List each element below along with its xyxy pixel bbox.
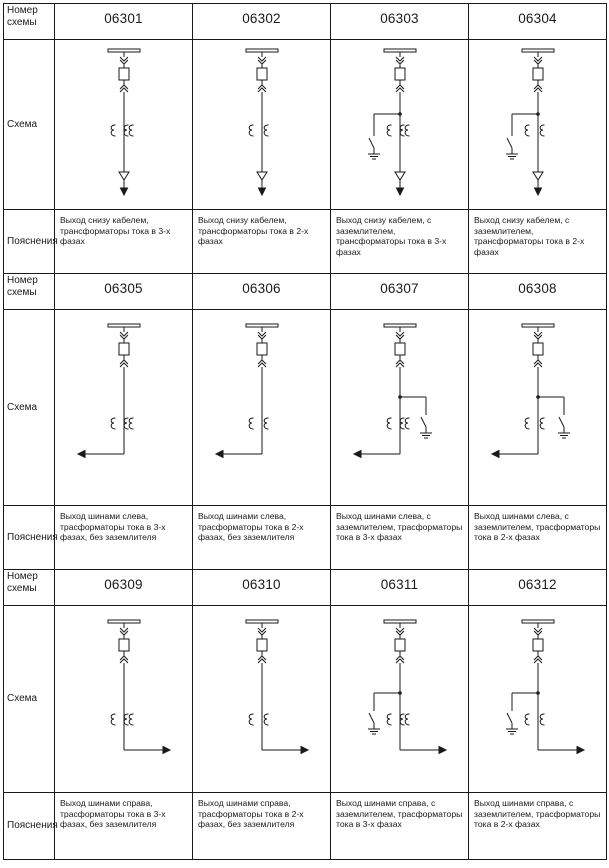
current-transformer-coil bbox=[525, 418, 529, 429]
current-transformer-coil bbox=[129, 125, 133, 136]
earthing-switch-blade bbox=[369, 713, 374, 723]
circuit-breaker-icon bbox=[533, 68, 543, 80]
cable-termination-icon bbox=[119, 172, 129, 180]
disconnect-contact-icon bbox=[258, 628, 266, 632]
current-transformer-coil bbox=[264, 125, 268, 136]
scheme-code: 06304 bbox=[469, 4, 607, 40]
current-transformer-coil bbox=[400, 714, 404, 725]
single-line-diagram bbox=[469, 310, 607, 505]
scheme-table bbox=[3, 3, 607, 860]
disconnect-contact-icon bbox=[258, 332, 266, 336]
notes-row bbox=[4, 793, 607, 860]
arrow-right-icon bbox=[163, 747, 170, 754]
scheme-note: Выход снизу кабелем, с заземлителем, трансформаторы тока в 2-х фазах bbox=[469, 210, 607, 274]
current-transformer-coil bbox=[249, 418, 253, 429]
disconnect-contact-icon bbox=[534, 57, 542, 61]
scheme-code: 06302 bbox=[193, 4, 331, 40]
cable-termination-icon bbox=[395, 172, 405, 180]
current-transformer-coil bbox=[387, 418, 391, 429]
notes-row bbox=[4, 506, 607, 570]
row-label-scheme: Схема bbox=[4, 40, 55, 210]
scheme-note: Выход шинами справа, трасформаторы тока в 2-х фазах, без заземлителя bbox=[193, 793, 331, 860]
current-transformer-coil bbox=[264, 714, 268, 725]
disconnect-contact-icon bbox=[396, 628, 404, 632]
disconnect-contact-icon bbox=[534, 628, 542, 632]
schema-row bbox=[4, 606, 607, 793]
cable-termination-icon bbox=[533, 172, 543, 180]
busbar bbox=[246, 324, 278, 327]
single-line-diagram bbox=[469, 606, 607, 792]
current-transformer-coil bbox=[525, 125, 529, 136]
current-transformer-coil bbox=[405, 125, 409, 136]
current-transformer-coil bbox=[264, 418, 268, 429]
current-transformer-coil bbox=[111, 125, 115, 136]
scheme-note: Выход снизу кабелем, трансформаторы тока в 3-х фазах bbox=[55, 210, 193, 274]
scheme-note: Выход снизу кабелем, с заземлителем, трансформаторы тока в 3-х фазах bbox=[331, 210, 469, 274]
current-transformer-coil bbox=[400, 125, 404, 136]
schema-diagram bbox=[331, 40, 469, 210]
single-line-diagram bbox=[469, 40, 607, 209]
arrow-down-icon bbox=[259, 188, 266, 195]
disconnect-contact-icon bbox=[120, 363, 128, 367]
earthing-switch-blade bbox=[421, 417, 426, 427]
scheme-note: Выход шинами справа, с заземлителем, трасформаторы тока в 3-х фазах bbox=[331, 793, 469, 860]
scheme-note: Выход шинами слева, трасформаторы тока в 3-х фазах, без заземлителя bbox=[55, 506, 193, 570]
scheme-code: 06310 bbox=[193, 570, 331, 606]
schema-diagram bbox=[55, 40, 193, 210]
single-line-diagram bbox=[55, 310, 193, 505]
schema-diagram bbox=[469, 40, 607, 210]
arrow-down-icon bbox=[397, 188, 404, 195]
current-transformer-coil bbox=[387, 125, 391, 136]
arrow-left-icon bbox=[492, 451, 499, 458]
row-label-notes: Пояснения bbox=[4, 210, 55, 274]
current-transformer-coil bbox=[249, 125, 253, 136]
arrow-down-icon bbox=[121, 188, 128, 195]
scheme-code: 06305 bbox=[55, 274, 193, 310]
arrow-left-icon bbox=[78, 451, 85, 458]
current-transformer-coil bbox=[111, 714, 115, 725]
scheme-note: Выход шинами слева, с заземлителем, трасформаторы тока в 2-х фазах bbox=[469, 506, 607, 570]
row-label-scheme: Схема bbox=[4, 310, 55, 506]
scheme-code: 06303 bbox=[331, 4, 469, 40]
arrow-left-icon bbox=[354, 451, 361, 458]
schema-diagram bbox=[55, 606, 193, 793]
busbar bbox=[522, 324, 554, 327]
arrow-down-icon bbox=[535, 188, 542, 195]
scheme-note: Выход шинами слева, трасформаторы тока в 2-х фазах, без заземлителя bbox=[193, 506, 331, 570]
schema-diagram bbox=[331, 606, 469, 793]
circuit-breaker-icon bbox=[257, 68, 267, 80]
schema-row bbox=[4, 310, 607, 506]
busbar bbox=[522, 620, 554, 623]
current-transformer-coil bbox=[540, 714, 544, 725]
current-transformer-coil bbox=[249, 714, 253, 725]
current-transformer-coil bbox=[405, 418, 409, 429]
current-transformer-coil bbox=[111, 418, 115, 429]
schema-diagram bbox=[55, 310, 193, 506]
disconnect-contact-icon bbox=[120, 628, 128, 632]
circuit-breaker-icon bbox=[395, 343, 405, 355]
busbar bbox=[246, 620, 278, 623]
single-line-diagram bbox=[193, 310, 331, 505]
circuit-breaker-icon bbox=[119, 68, 129, 80]
disconnect-contact-icon bbox=[120, 88, 128, 92]
current-transformer-coil bbox=[540, 125, 544, 136]
cable-termination-icon bbox=[257, 172, 267, 180]
earthing-switch-blade bbox=[369, 138, 374, 148]
earthing-switch-blade bbox=[559, 417, 564, 427]
single-line-diagram bbox=[331, 40, 469, 209]
schema-diagram bbox=[193, 310, 331, 506]
notes-row bbox=[4, 210, 607, 274]
single-line-diagram bbox=[193, 606, 331, 792]
busbar bbox=[108, 620, 140, 623]
single-line-diagram bbox=[193, 40, 331, 209]
circuit-breaker-icon bbox=[119, 639, 129, 651]
schema-diagram bbox=[193, 606, 331, 793]
disconnect-contact-icon bbox=[258, 363, 266, 367]
arrow-right-icon bbox=[577, 747, 584, 754]
single-line-diagram bbox=[55, 606, 193, 792]
disconnect-contact-icon bbox=[258, 57, 266, 61]
disconnect-contact-icon bbox=[396, 57, 404, 61]
schema-row bbox=[4, 40, 607, 210]
disconnect-contact-icon bbox=[396, 363, 404, 367]
circuit-breaker-icon bbox=[533, 639, 543, 651]
busbar bbox=[384, 324, 416, 327]
circuit-breaker-icon bbox=[395, 68, 405, 80]
earthing-switch-blade bbox=[507, 138, 512, 148]
earthing-switch-blade bbox=[507, 713, 512, 723]
scheme-note: Выход шинами справа, трасформаторы тока в 3-х фазах, без заземлителя bbox=[55, 793, 193, 860]
row-label-number: Номер схемы bbox=[4, 570, 55, 606]
current-transformer-coil bbox=[124, 418, 128, 429]
circuit-breaker-icon bbox=[257, 639, 267, 651]
busbar bbox=[108, 49, 140, 52]
scheme-code: 06307 bbox=[331, 274, 469, 310]
disconnect-contact-icon bbox=[534, 659, 542, 663]
schema-diagram bbox=[469, 310, 607, 506]
schema-diagram bbox=[331, 310, 469, 506]
number-row bbox=[4, 274, 607, 310]
scheme-code: 06311 bbox=[331, 570, 469, 606]
single-line-diagram bbox=[55, 40, 193, 209]
current-transformer-coil bbox=[129, 714, 133, 725]
scheme-code: 06301 bbox=[55, 4, 193, 40]
single-line-diagram bbox=[331, 606, 469, 792]
current-transformer-coil bbox=[387, 714, 391, 725]
row-label-scheme: Схема bbox=[4, 606, 55, 793]
disconnect-contact-icon bbox=[396, 332, 404, 336]
schema-diagram bbox=[193, 40, 331, 210]
circuit-breaker-icon bbox=[119, 343, 129, 355]
circuit-breaker-icon bbox=[257, 343, 267, 355]
disconnect-contact-icon bbox=[396, 88, 404, 92]
scheme-note: Выход снизу кабелем, трансформаторы тока в 2-х фазах bbox=[193, 210, 331, 274]
row-label-notes: Пояснения bbox=[4, 793, 55, 860]
disconnect-contact-icon bbox=[258, 88, 266, 92]
number-row bbox=[4, 570, 607, 606]
disconnect-contact-icon bbox=[396, 659, 404, 663]
busbar bbox=[246, 49, 278, 52]
busbar bbox=[522, 49, 554, 52]
current-transformer-coil bbox=[400, 418, 404, 429]
row-label-number: Номер схемы bbox=[4, 4, 55, 40]
arrow-left-icon bbox=[216, 451, 223, 458]
current-transformer-coil bbox=[525, 714, 529, 725]
disconnect-contact-icon bbox=[534, 332, 542, 336]
busbar bbox=[384, 620, 416, 623]
current-transformer-coil bbox=[124, 714, 128, 725]
disconnect-contact-icon bbox=[120, 57, 128, 61]
scheme-code: 06306 bbox=[193, 274, 331, 310]
scheme-code: 06309 bbox=[55, 570, 193, 606]
current-transformer-coil bbox=[124, 125, 128, 136]
disconnect-contact-icon bbox=[120, 659, 128, 663]
disconnect-contact-icon bbox=[120, 332, 128, 336]
row-label-number: Номер схемы bbox=[4, 274, 55, 310]
disconnect-contact-icon bbox=[534, 88, 542, 92]
busbar bbox=[384, 49, 416, 52]
schema-diagram bbox=[469, 606, 607, 793]
arrow-right-icon bbox=[301, 747, 308, 754]
disconnect-contact-icon bbox=[258, 659, 266, 663]
arrow-right-icon bbox=[439, 747, 446, 754]
disconnect-contact-icon bbox=[534, 363, 542, 367]
scheme-note: Выход шинами справа, с заземлителем, трасформаторы тока в 2-х фазах bbox=[469, 793, 607, 860]
current-transformer-coil bbox=[405, 714, 409, 725]
busbar bbox=[108, 324, 140, 327]
single-line-diagram bbox=[331, 310, 469, 505]
circuit-breaker-icon bbox=[533, 343, 543, 355]
current-transformer-coil bbox=[540, 418, 544, 429]
row-label-notes: Пояснения bbox=[4, 506, 55, 570]
scheme-note: Выход шинами слева, с заземлителем, трасформаторы тока в 3-х фазах bbox=[331, 506, 469, 570]
number-row bbox=[4, 4, 607, 40]
scheme-code: 06312 bbox=[469, 570, 607, 606]
scheme-code: 06308 bbox=[469, 274, 607, 310]
circuit-breaker-icon bbox=[395, 639, 405, 651]
current-transformer-coil bbox=[129, 418, 133, 429]
